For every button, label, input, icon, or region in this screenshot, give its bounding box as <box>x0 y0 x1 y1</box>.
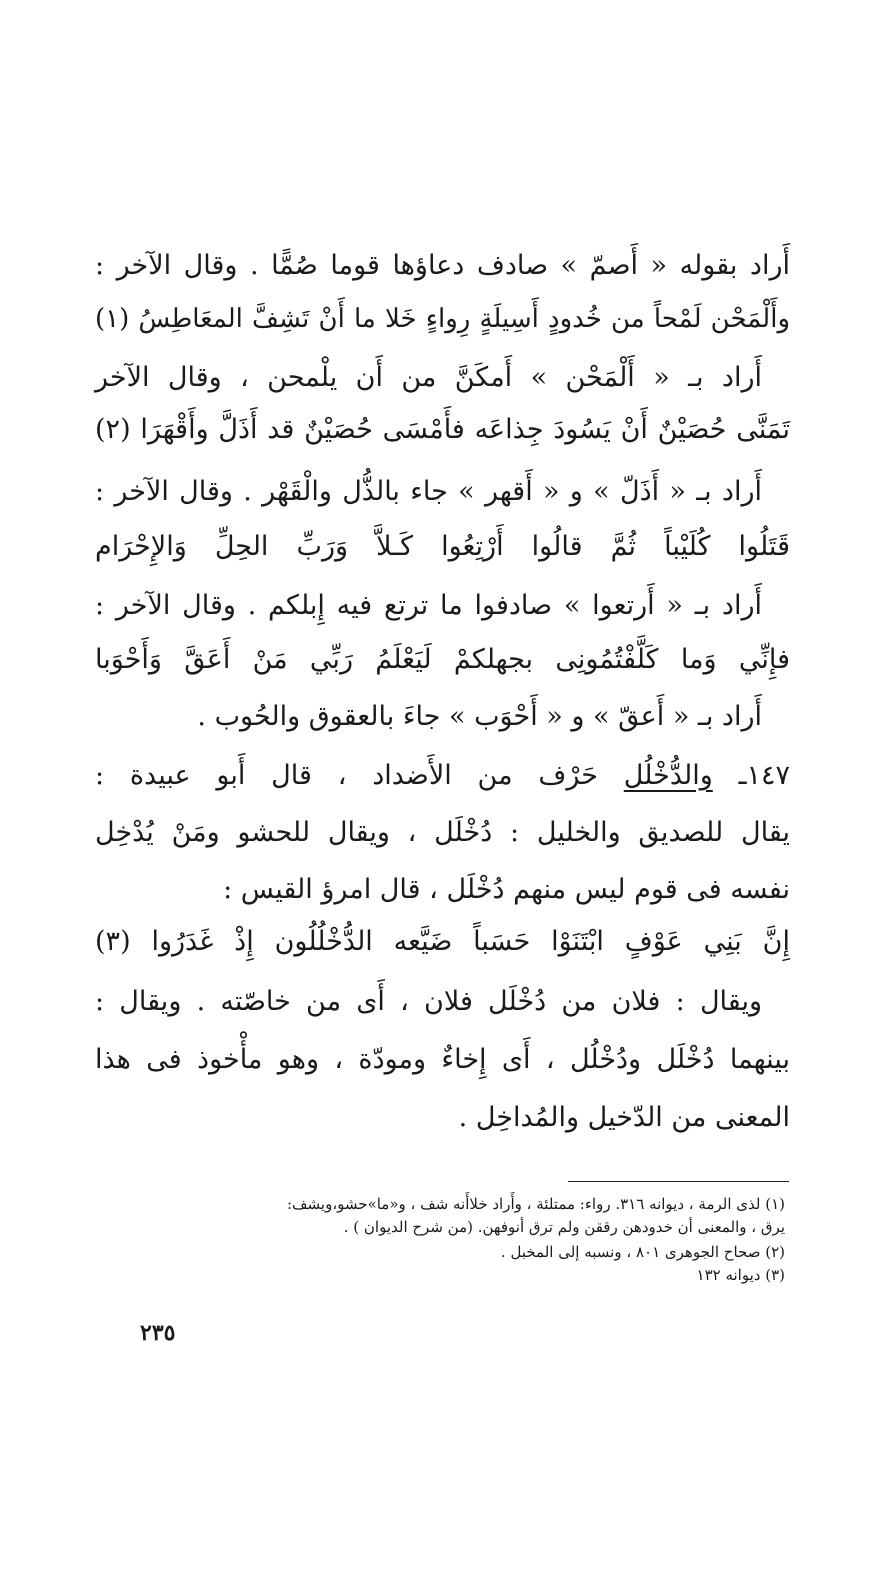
text-line: بينهما دُخْلَل ودُخْلُل ، أَى إِخاءٌ ومودّة ، وهو مأْخوذ فى هذا <box>95 1044 790 1075</box>
text-line: ويقال : فلان من دُخْلَل فلان ، أَى من خاصّته . ويقال : <box>95 986 762 1017</box>
text-line: يقال للصديق والخليل : دُخْلَل ، ويقال للحشو ومَنْ يُدْخِل <box>95 817 790 848</box>
entry-heading-text: حَرْف من الأَضداد ، قال أَبو عبيدة : <box>95 760 624 791</box>
footnote-2: (٢) صحاح الجوهرى ٨٠١ ، ونسبه إلى المخبل . <box>500 1243 785 1261</box>
footnote-3: (٣) ديوانه ١٣٢ <box>696 1266 785 1284</box>
text-line: المعنى من الدّخيل والمُداخِل . <box>458 1102 790 1133</box>
text-line: نفسه فى قوم ليس منهم دُخْلَل ، قال امرؤ القيس : <box>223 874 790 905</box>
verse-line: فإِنِّي وَما كَلَّفْتُمُونِى بجهلكمْ لَيَعْلَمُ رَبِّي مَنْ أَعَقَّ وَأَحْوَبا <box>95 644 790 675</box>
footnote-1-continued: يرق ، والمعنى أن خدودهن رققن ولم ترق أنوفهن. (من شرح الديوان ) . <box>343 1218 785 1236</box>
verse-line: إِنَّ بَنِي عَوْفٍ ابْتَنَوْا حَسَباً ضَيَّعه الدُّخْلُلُون إِذْ غَدَرُوا (٣) <box>95 926 790 957</box>
text-line: أَراد بـ « أَلْمَحْن » أَمكَنَّ من أَن يلْمحن ، وقال الآخر <box>95 362 762 393</box>
footnote-1: (١) لذى الرمة ، ديوانه ٣١٦. رواء: ممتلئة ، وأَراد خلاأَنه شف ، و«ما»حشو،ويشف: <box>286 1195 785 1213</box>
text-line: أَراد بـ « أَعقّ » و « أَحْوَب » جاءَ بالعقوق والحُوب . <box>197 701 762 732</box>
page-number: ٢٣٥ <box>140 1320 176 1346</box>
verse-line: تَمَنَّى حُصَيْنٌ أَنْ يَسُودَ جِذاعَه فأَمْسَى حُصَيْنٌ قد أَذَلَّ وأَقْهَرَا (٢) <box>95 414 790 445</box>
footnote-divider <box>568 1181 789 1182</box>
entry-headword: والدُّخْلُل <box>623 760 713 791</box>
text-line: أَراد بـ « أَذَلّ » و « أَقهر » جاء بالذُّل والْقَهْر . وقال الآخر : <box>95 476 762 507</box>
main-text <box>95 0 790 1577</box>
verse-line: وأَلْمَحْن لَمْحاً من خُدودٍ أَسِيلَةٍ رِواءٍ خَلا ما أَنْ تَشِفَّ المعَاطِسُ (١) <box>95 304 790 334</box>
text-line: أَراد بقوله « أَصمّ » صادف دعاؤها قوما صُمًّا . وقال الآخر : <box>95 250 790 281</box>
text-line: أَراد بـ « أَرتعوا » صادفوا ما ترتع فيه إِبلكم . وقال الآخر : <box>95 590 762 621</box>
entry-heading-line <box>95 756 790 796</box>
entry-number: ١٤٧ـ <box>712 760 790 791</box>
verse-line: قَتَلُوا كُلَيْباً ثُمَّ قالُوا أَرْتِعُوا كَـلاَّ وَرَبِّ الحِلِّ وَالإِحْرَام <box>95 531 790 562</box>
